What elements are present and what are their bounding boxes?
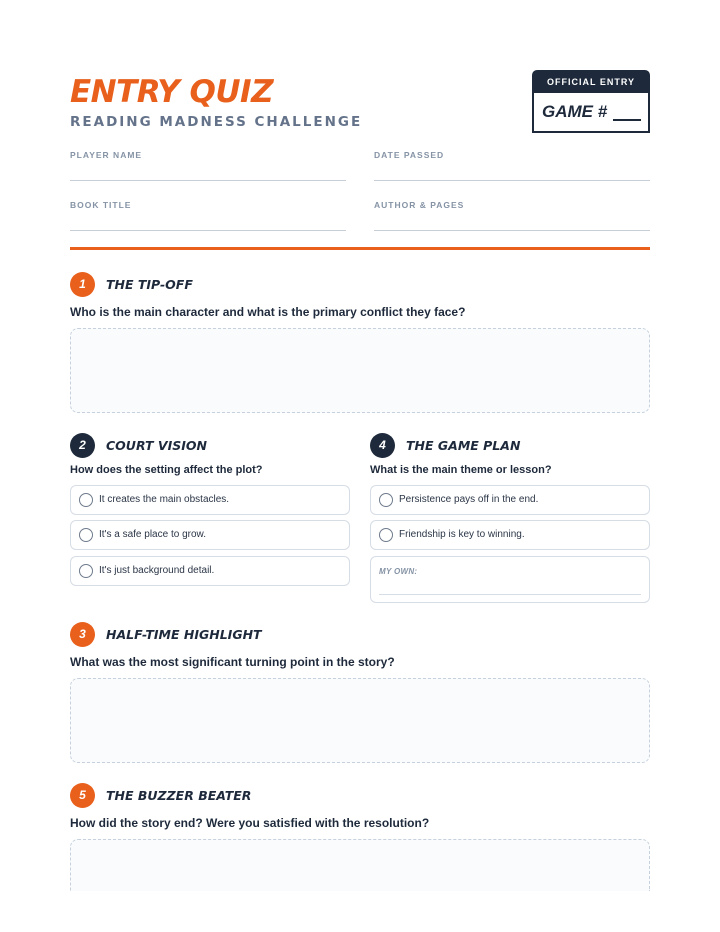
date-passed-field[interactable] — [374, 150, 650, 160]
section-3-question: What was the most significant turning point in the story? — [70, 655, 395, 669]
player-name-line — [70, 180, 346, 181]
section-4-badge: 4 — [370, 433, 395, 458]
author-pages-label: AUTHOR & PAGES — [374, 200, 465, 210]
book-title-field[interactable] — [70, 200, 346, 210]
date-passed-label: DATE PASSED — [374, 150, 445, 160]
section-4-option-1[interactable] — [370, 485, 650, 515]
option-text: It's just background detail. — [99, 565, 215, 576]
section-1-title: THE TIP-OFF — [106, 277, 193, 292]
option-text: Friendship is key to winning. — [399, 529, 525, 540]
player-name-label: PLAYER NAME — [70, 150, 143, 160]
book-title-label: BOOK TITLE — [70, 200, 132, 210]
radio-button[interactable] — [79, 493, 93, 507]
author-pages-field[interactable] — [374, 200, 650, 210]
section-2-badge: 2 — [70, 433, 95, 458]
section-4-title: THE GAME PLAN — [406, 438, 521, 453]
section-1-question: Who is the main character and what is the primary conflict they face? — [70, 305, 466, 319]
section-2-question: How does the setting affect the plot? — [70, 464, 263, 476]
header-divider — [70, 247, 650, 250]
section-5-answer-box[interactable] — [70, 839, 650, 891]
section-3-answer-box[interactable] — [70, 678, 650, 763]
official-entry-label: OFFICIAL ENTRY — [534, 72, 648, 93]
section-1-answer-box[interactable] — [70, 328, 650, 413]
section-2-option-2[interactable] — [70, 520, 350, 550]
game-number-field[interactable] — [613, 119, 641, 121]
section-5-badge: 5 — [70, 783, 95, 808]
option-text: It creates the main obstacles. — [99, 494, 230, 505]
page-title: ENTRY QUIZ — [70, 74, 274, 110]
section-4-question: What is the main theme or lesson? — [370, 464, 552, 476]
my-own-label: MY OWN: — [379, 567, 418, 576]
game-number-label: GAME # — [542, 102, 608, 121]
player-name-field[interactable] — [70, 150, 346, 160]
section-3-badge: 3 — [70, 622, 95, 647]
section-3-title: HALF-TIME HIGHLIGHT — [106, 627, 262, 642]
section-4-option-2[interactable] — [370, 520, 650, 550]
section-2-title: COURT VISION — [106, 438, 207, 453]
section-5-title: THE BUZZER BEATER — [106, 788, 252, 803]
page-subtitle: READING MADNESS CHALLENGE — [70, 114, 363, 130]
radio-button[interactable] — [379, 528, 393, 542]
radio-button[interactable] — [379, 493, 393, 507]
my-own-line — [379, 594, 641, 595]
section-2-option-3[interactable] — [70, 556, 350, 586]
official-entry-box — [532, 70, 650, 133]
radio-button[interactable] — [79, 528, 93, 542]
section-4-my-own-field[interactable] — [370, 556, 650, 603]
date-passed-line — [374, 180, 650, 181]
radio-button[interactable] — [79, 564, 93, 578]
section-5-question: How did the story end? Were you satisfied with the resolution? — [70, 816, 430, 830]
section-1-badge: 1 — [70, 272, 95, 297]
author-pages-line — [374, 230, 650, 231]
option-text: Persistence pays off in the end. — [399, 494, 539, 505]
section-2-option-1[interactable] — [70, 485, 350, 515]
option-text: It's a safe place to grow. — [99, 529, 206, 540]
book-title-line — [70, 230, 346, 231]
